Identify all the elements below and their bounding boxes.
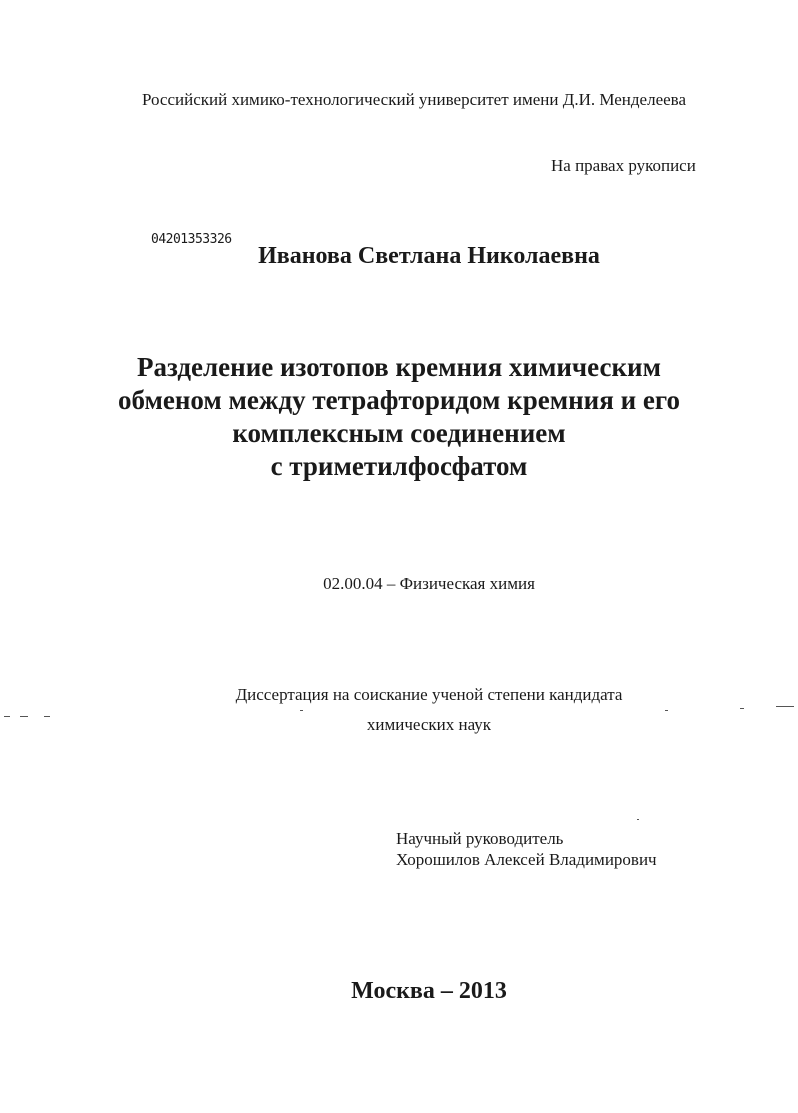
scan-artifact bbox=[20, 716, 28, 717]
university-name: Российский химико-технологический университет имени Д.И. Менделеева bbox=[141, 90, 687, 109]
title-line: комплексным соединением bbox=[232, 418, 566, 448]
supervisor-role: Научный руководитель bbox=[396, 829, 564, 848]
scan-artifact bbox=[637, 819, 639, 820]
title-line: с триметилфосфатом bbox=[270, 451, 528, 481]
title-line: обменом между тетрафторидом кремния и его bbox=[118, 385, 680, 415]
supervisor-block bbox=[396, 828, 657, 870]
scan-artifact bbox=[740, 708, 744, 709]
scan-artifact bbox=[665, 710, 668, 711]
degree-statement bbox=[0, 680, 798, 740]
title-line: Разделение изотопов кремния химическим bbox=[137, 352, 661, 382]
dissertation-title bbox=[0, 351, 798, 483]
supervisor-name: Хорошилов Алексей Владимирович bbox=[396, 850, 657, 869]
degree-line: химических наук bbox=[366, 715, 492, 734]
author-name: Иванова Светлана Николаевна bbox=[258, 243, 600, 269]
scan-artifact bbox=[4, 716, 10, 717]
scan-artifact bbox=[776, 706, 794, 707]
degree-line: Диссертация на соискание ученой степени кандидата bbox=[235, 685, 623, 704]
manuscript-note: На правах рукописи bbox=[551, 156, 696, 175]
archive-number-stamp: 04201353326 bbox=[151, 232, 232, 247]
place-year: Москва – 2013 bbox=[351, 978, 507, 1004]
scan-artifact bbox=[300, 710, 303, 711]
specialty-code: 02.00.04 – Физическая химия bbox=[323, 574, 535, 593]
scan-artifact bbox=[44, 716, 50, 717]
